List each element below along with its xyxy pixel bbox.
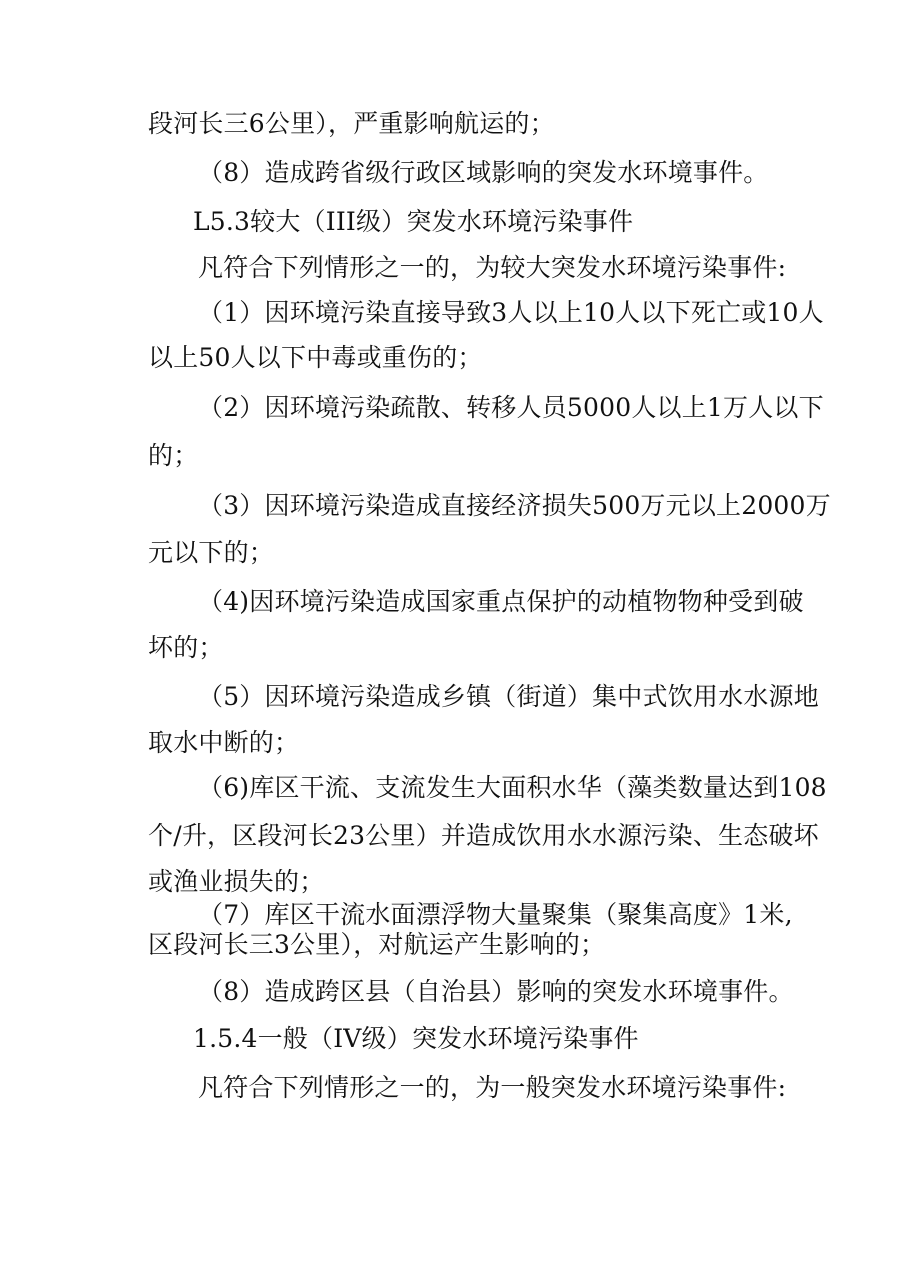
- text-line: （4)因环境污染造成国家重点保护的动植物物种受到破: [198, 587, 804, 616]
- text-line: 取水中断的；: [148, 728, 300, 757]
- text-line: （6)库区干流、支流发生大面积水华（藻类数量达到108: [198, 773, 827, 802]
- text-line: 凡符合下列情形之一的，为一般突发水环境污染事件:: [198, 1073, 787, 1102]
- text-line: （8）造成跨区县（自治县）影响的突发水环境事件。: [198, 977, 794, 1006]
- text-line: （3）因环境污染造成直接经济损失500万元以上2000万: [198, 491, 831, 520]
- text-line: 个/升，区段河长23公里）并造成饮用水水源污染、生态破坏: [148, 821, 819, 850]
- text-line: 以上50人以下中毒或重伤的；: [148, 343, 483, 372]
- section-heading: L5.3较大（III级）突发水环境污染事件: [193, 207, 634, 236]
- section-heading: 1.5.4一般（IV级）突发水环境污染事件: [193, 1024, 639, 1053]
- text-line: 段河长三6公里），严重影响航运的；: [148, 109, 555, 138]
- text-line: （2）因环境污染疏散、转移人员5000人以上1万人以下: [198, 393, 824, 422]
- text-line: 凡符合下列情形之一的，为较大突发水环境污染事件:: [198, 253, 787, 282]
- text-line: （8）造成跨省级行政区域影响的突发水环境事件。: [198, 158, 769, 187]
- text-line: 区段河长三3公里），对航运产生影响的；: [148, 930, 606, 959]
- text-line: 坏的；: [148, 633, 224, 662]
- text-line: 或渔业损失的；: [148, 867, 325, 896]
- text-line: 元以下的；: [148, 538, 275, 567]
- text-line: 的；: [148, 441, 199, 470]
- text-line: （7）库区干流水面漂浮物大量聚集（聚集高度》1米,: [198, 900, 793, 929]
- text-line: （5）因环境污染造成乡镇（街道）集中式饮用水水源地: [198, 682, 819, 711]
- text-line: （1）因环境污染直接导致3人以上10人以下死亡或10人: [198, 298, 824, 327]
